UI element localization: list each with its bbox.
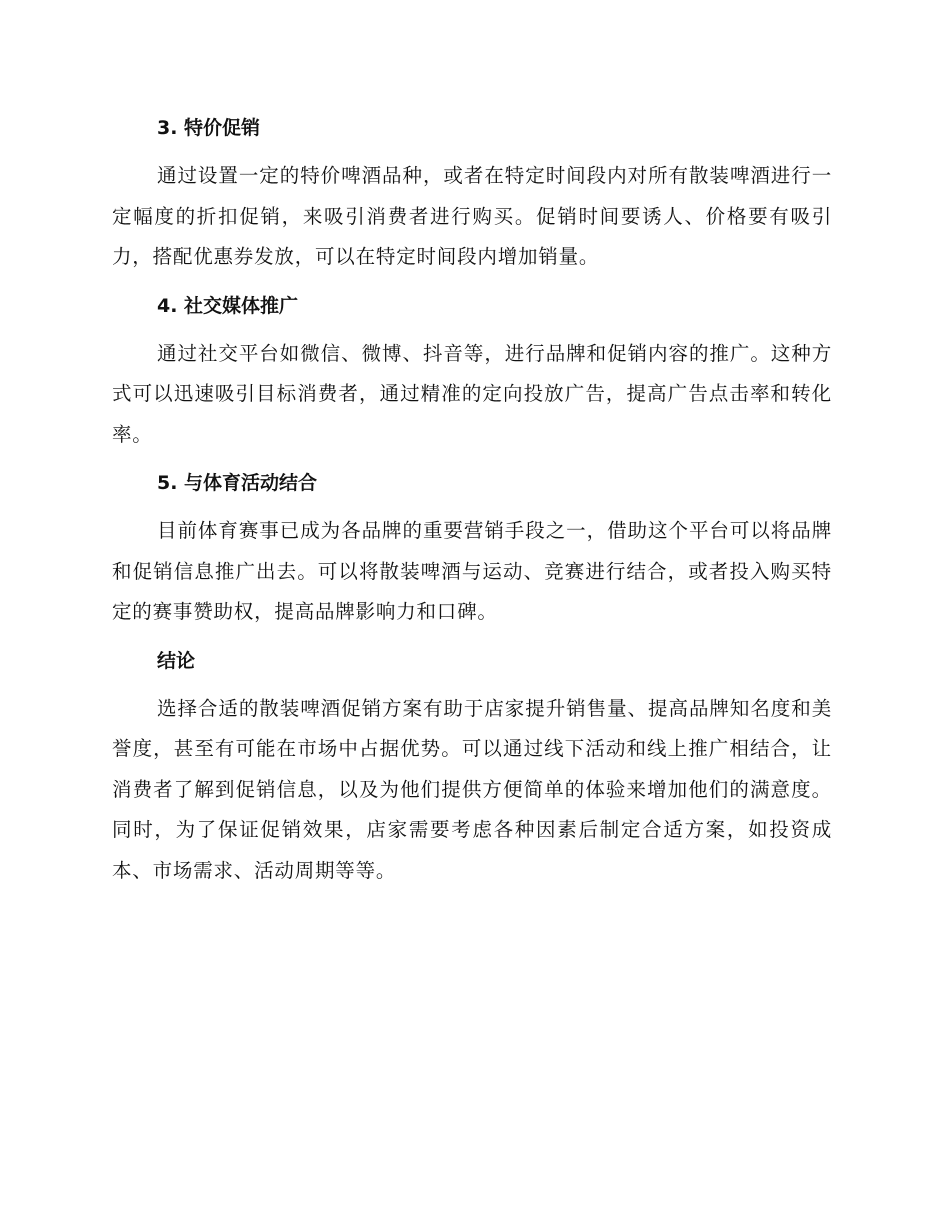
section-heading: 结论: [157, 649, 196, 672]
section-heading: 5. 与体育活动结合: [157, 472, 318, 494]
section-paragraph: 通过社交平台如微信、微博、抖音等，进行品牌和促销内容的推广。这种方式可以迅速吸引目标消费者，通过精准的定向投放广告，提高广告点击率和转化率。: [112, 341, 832, 446]
section-paragraph: 通过设置一定的特价啤酒品种，或者在特定时间段内对所有散装啤酒进行一定幅度的折扣促销，来吸引消费者进行购买。促销时间要诱人、价格要有吸引力，搭配优惠券发放，可以在特定时间段内增加销量。: [112, 164, 832, 268]
section-social-media: [112, 286, 832, 456]
section-special-price: [112, 108, 832, 278]
section-sports: [112, 463, 832, 633]
section-conclusion: [112, 641, 832, 892]
section-paragraph: 目前体育赛事已成为各品牌的重要营销手段之一，借助这个平台可以将品牌和促销信息推广出去。可以将散装啤酒与运动、竞赛进行结合，或者投入购买特定的赛事赞助权，提高品牌影响力和口碑。: [112, 519, 832, 623]
section-paragraph: 选择合适的散装啤酒促销方案有助于店家提升销售量、提高品牌知名度和美誉度，甚至有可能在市场中占据优势。可以通过线下活动和线上推广相结合，让消费者了解到促销信息，以及为他们提供方便简单的体验来增加他们的满意度。同时，为了保证促销效果，店家需要考虑各种因素后制定合适方案，如投资成本、市场需求、活动周期等等。: [112, 696, 832, 882]
section-heading: 4. 社交媒体推广: [157, 294, 299, 317]
section-heading: 3. 特价促销: [157, 117, 261, 139]
document-page: [112, 108, 832, 899]
